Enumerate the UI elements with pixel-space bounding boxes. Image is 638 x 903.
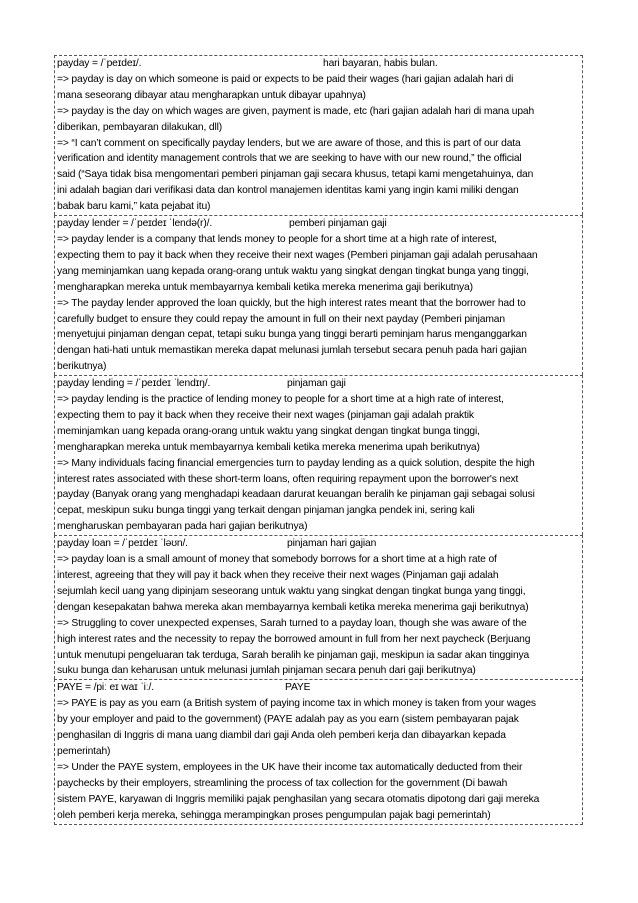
entry-heading bbox=[57, 376, 580, 392]
body-line: untuk menutupi pengeluaran tak terduga, Sarah beralih ke pinjaman gaji, meskipun ia sadar akan tingginya bbox=[57, 649, 530, 661]
body-line: high interest rates and the necessity to repay the borrowed amount in full from her next paycheck (Berjuang bbox=[57, 633, 531, 645]
entry-heading bbox=[57, 680, 580, 696]
body-line: mengharapkan mereka untuk membayarnya kembali ketika mereka menerima upah berikutnya) bbox=[57, 441, 480, 453]
body-line: => payday lender is a company that lends money to people for a short time at a high rate of interest, bbox=[57, 233, 497, 245]
body-line: => payday is day on which someone is paid or expects to be paid their wages (hari gajian adalah hari di bbox=[57, 73, 514, 85]
entry-heading bbox=[57, 536, 580, 552]
body-line: carefully budget to ensure they could repay the amount in full on their next payday (Pemberi pinjaman bbox=[57, 313, 505, 325]
entry-payday bbox=[54, 55, 583, 215]
translation: pemberi pinjaman gaji bbox=[289, 218, 387, 230]
body-line: => payday lending is the practice of lending money to people for a short time at a high rate of interest, bbox=[57, 394, 504, 406]
body-line: mengharuskan pembayaran pada hari gajian berikutnya) bbox=[57, 521, 308, 533]
body-line: paychecks by their employers, streamlining the process of tax collection for the government (Di bawah bbox=[57, 777, 508, 789]
entry-payday-loan bbox=[54, 535, 583, 679]
body-line: => PAYE is pay as you earn (a British system of paying income tax in which money is taken from your wages bbox=[57, 698, 536, 710]
translation: PAYE bbox=[285, 682, 311, 694]
entry-payday-lending bbox=[54, 375, 583, 535]
body-line: menyetujui pinjaman dengan cepat, tetapi suku bunga yang tinggi berarti peminjam harus menganggarkan bbox=[57, 329, 527, 341]
body-line: suku bunga dan keharusan untuk melunasi jumlah pinjaman secara penuh dari gaji berikutnya) bbox=[57, 665, 476, 677]
body-line: => payday loan is a small amount of money that somebody borrows for a short time at a high rate of bbox=[57, 554, 497, 566]
body-line: mana seseorang dibayar atau mengharapkan untuk dibayar upahnya) bbox=[57, 89, 366, 101]
body-line: expecting them to pay it back when they receive their next wages (Pemberi pinjaman gaji adalah perusahaan bbox=[57, 249, 538, 261]
body-line: oleh pemberi kerja mereka, sehingga merampingkan proses pengumpulan pajak bagi pemerintah) bbox=[57, 809, 491, 821]
headword: payday = /ˈpeɪdeɪ/. bbox=[57, 58, 142, 69]
body-line: verification and identity management controls that we are seeking to have with our new round,” the official bbox=[57, 153, 522, 165]
entry-paye bbox=[54, 679, 583, 824]
body-line: said (“Saya tidak bisa mengomentari pemberi pinjaman gaji secara khusus, tetapi kami mengetahuinya, dan bbox=[57, 169, 534, 181]
body-line: yang meminjamkan uang kepada orang-orang untuk waktu yang singkat dengan tingkat bunga yang tinggi, bbox=[57, 265, 529, 277]
translation: pinjaman hari gajian bbox=[287, 538, 377, 550]
body-line: dengan hati-hati untuk memastikan mereka dapat melunasi jumlah tersebut secara penuh pada hari gajian bbox=[57, 345, 527, 357]
body-line: ini adalah bagian dari verifikasi data dan kontrol manajemen identitas kami yang ingin kami miliki dengan bbox=[57, 185, 519, 197]
translation: pinjaman gaji bbox=[287, 378, 346, 390]
headword: PAYE = /piː eɪ waɪ ˈiː/. bbox=[57, 682, 154, 694]
body-line: => Under the PAYE system, employees in the UK have their income tax automatically deducted from their bbox=[57, 761, 523, 773]
body-line: interest, agreeing that they will pay it back when they receive their next wages (Pinjaman gaji adalah bbox=[57, 570, 499, 581]
body-line: cepat, meskipun suku bunga tinggi yang terkait dengan pinjaman jangka pendek ini, sering kali bbox=[57, 505, 475, 517]
body-line: expecting them to pay it back when they receive their next wages (pinjaman gaji adalah praktik bbox=[57, 409, 474, 421]
entry-payday-lender bbox=[54, 215, 583, 375]
body-line: => Struggling to cover unexpected expenses, Sarah turned to a payday loan, though she was aware of the bbox=[57, 617, 527, 629]
body-line: dengan kesepakatan bahwa mereka akan membayarnya kembali ketika mereka menerima gaji berikutnya) bbox=[57, 601, 529, 613]
entry-heading bbox=[57, 56, 580, 72]
body-line: meminjamkan uang kepada orang-orang untuk waktu yang singkat dengan tingkat bunga tinggi, bbox=[57, 425, 480, 437]
body-line: payday (Banyak orang yang menghadapi keadaan darurat keuangan beralih ke pinjaman gaji sebagai solusi bbox=[57, 489, 535, 501]
headword: payday lending = /ˈpeɪdeɪ ˈlendɪŋ/. bbox=[57, 378, 211, 390]
body-line: diberikan, pembayaran dilakukan, dll) bbox=[57, 121, 223, 133]
body-line: babak baru kami,” kata pejabat itu) bbox=[57, 201, 211, 213]
entry-heading bbox=[57, 216, 580, 232]
body-line: sistem PAYE, karyawan di Inggris memiliki pajak penghasilan yang secara otomatis dipotong dari gaji mereka bbox=[57, 793, 540, 805]
headword: payday lender = /ˈpeɪdeɪ ˈlendə(r)/. bbox=[57, 218, 213, 230]
body-line: => The payday lender approved the loan quickly, but the high interest rates meant that the borrower had to bbox=[57, 297, 526, 309]
headword: payday loan = /ˈpeɪdeɪ ˈləʊn/. bbox=[57, 538, 188, 550]
body-line: pemerintah) bbox=[57, 745, 111, 757]
body-line: => Many individuals facing financial emergencies turn to payday lending as a quick solution, despite the high bbox=[57, 457, 535, 469]
body-line: by your employer and paid to the government) (PAYE adalah pay as you earn (sistem pembayaran pajak bbox=[57, 714, 519, 726]
body-line: sejumlah kecil uang yang dipinjam seseorang untuk waktu yang singkat dengan tingkat bunga yang tinggi, bbox=[57, 585, 526, 597]
translation: hari bayaran, habis bulan. bbox=[323, 58, 438, 69]
body-line: penghasilan di Inggris di mana uang diambil dari gaji Anda oleh pemberi kerja dan dibayarkan kepada bbox=[57, 730, 506, 742]
glossary-document bbox=[54, 55, 583, 825]
body-line: => payday is the day on which wages are given, payment is made, etc (hari gajian adalah hari di mana upah bbox=[57, 105, 535, 117]
body-line: mengharapkan mereka untuk membayarnya kembali ketika mereka menerima gaji berikutnya) bbox=[57, 281, 473, 293]
body-line: interest rates associated with these short-term loans, often requiring repayment upon the borrower's next bbox=[57, 473, 519, 485]
body-line: => “I can’t comment on specifically payday lenders, but we are aware of those, and this is part of our data bbox=[57, 137, 521, 149]
body-line: berikutnya) bbox=[57, 361, 107, 373]
